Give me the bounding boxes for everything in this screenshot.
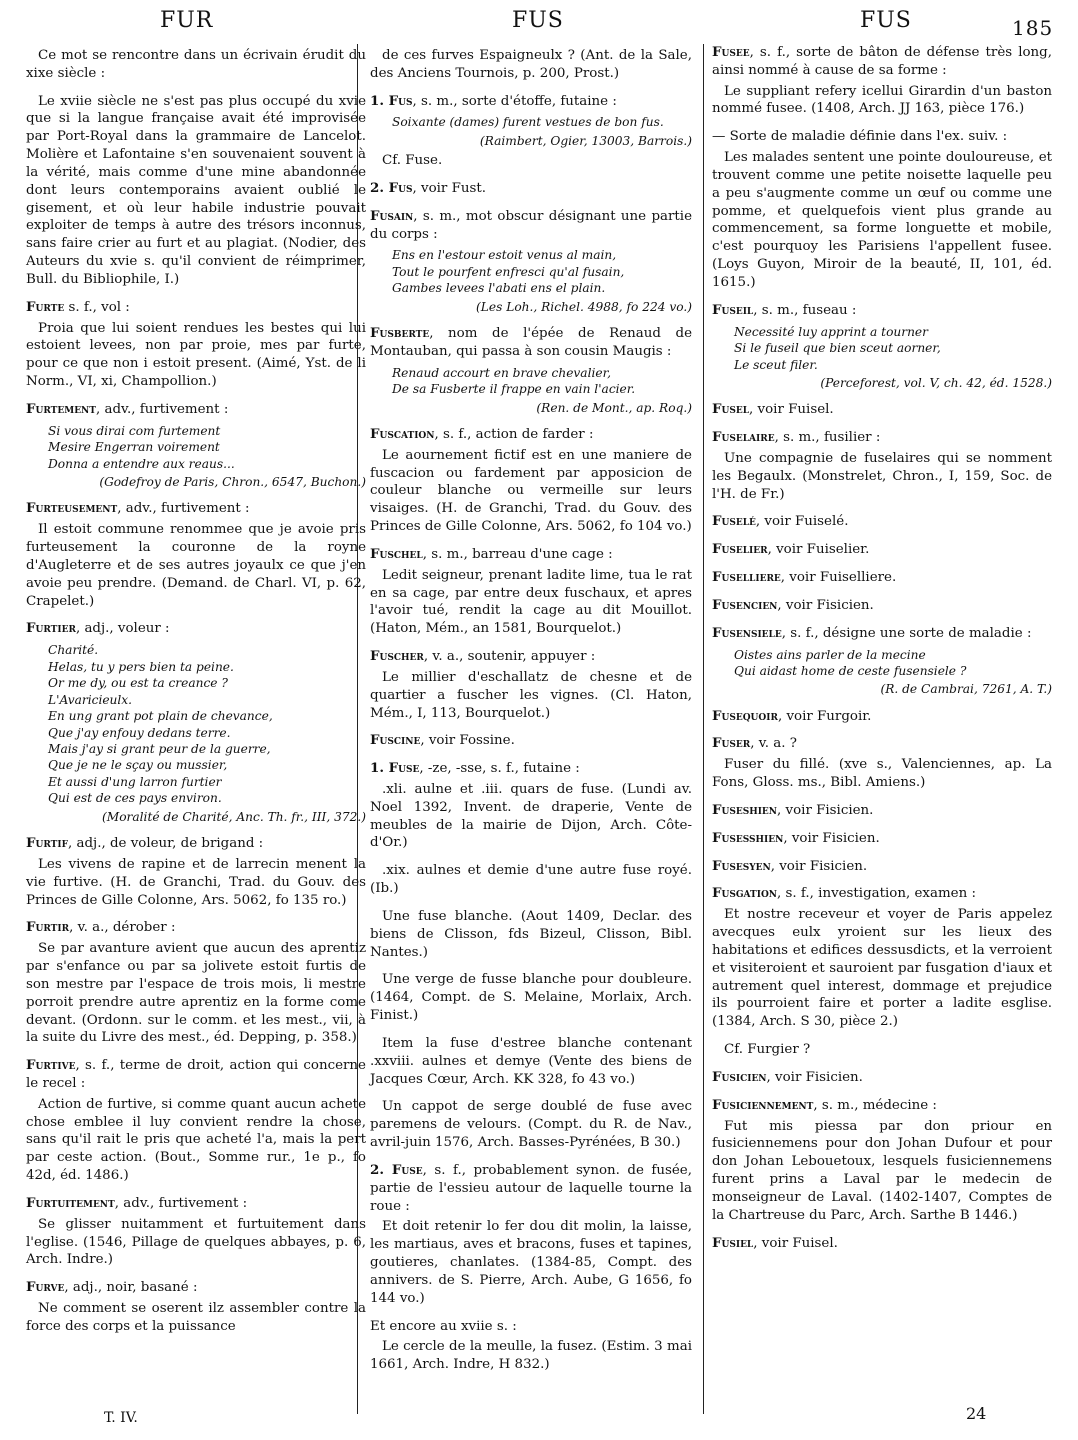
headword: 2. Fus	[370, 180, 413, 196]
citation-text: Proia que lui soient rendues les bestes qui lui estoient levees, non par proie, mes par furte, pour ce que non i estoit present. (Aimé, Yst. de li Norm., VI, xi, Champollion.)	[26, 320, 366, 390]
source-reference: (Ren. de Mont., ap. Roq.)	[536, 400, 692, 415]
dictionary-entry	[370, 1318, 692, 1374]
definition: , adv., furtivement :	[114, 1195, 248, 1211]
dictionary-entry	[370, 760, 692, 852]
dictionary-entry	[712, 513, 1052, 531]
entry-heading	[712, 1069, 1052, 1087]
headword: Fuselier	[712, 541, 768, 558]
definition: , s. m., barreau d'une cage :	[422, 546, 613, 562]
headword: Fusequoir	[712, 707, 778, 724]
definition: , voir Fisicien.	[770, 858, 868, 874]
entry-heading	[26, 620, 366, 638]
entry-heading	[26, 500, 366, 518]
headword: Furte	[26, 298, 65, 315]
citation-text: Une fuse blanche. (Aout 1409, Declar. des biens de Clisson, fds Bizeul, Clisson, Bibl. Nantes.)	[370, 908, 692, 960]
definition: , voir Fuisel.	[749, 402, 834, 418]
headword: Furtement	[26, 400, 96, 417]
citation-text: Une verge de fusse blanche pour doubleure. (1464, Compt. de S. Melaine, Morlaix, Arch. Finist.)	[370, 972, 692, 1024]
entry-heading	[712, 513, 1052, 531]
headword: Fusiciennement	[712, 1096, 814, 1113]
headword: Fusee	[712, 44, 750, 60]
headword: Fusiel	[712, 1234, 754, 1251]
verse-quotation: Charité. Helas, tu y pers bien ta peine. Or me dy, ou est ta creance ? L'Avaricieulx. En ung grant pot plain de chevance, Que j'ay enfouy dedans terre. Mais j'ay si grant peur de la guerre, Que je ne le sçay ou mussier, Et aussi d'ung larron furtier Qui est de ces pays environ.	[48, 643, 273, 806]
definition: , s. f., probablement synon. de fusée, partie de l'essieu autour de laquelle tourne la roue :	[370, 1162, 692, 1214]
headword: Furtuitement	[26, 1194, 115, 1211]
dictionary-entry	[712, 1235, 1052, 1253]
headword: Fuselé	[712, 513, 756, 530]
definition: , voir Fisicien.	[766, 1069, 863, 1085]
running-header-left: FUR	[160, 8, 214, 33]
entry-heading	[712, 1235, 1052, 1253]
definition: , s. m., fusilier :	[774, 430, 881, 446]
citation-text: .xix. aulnes et demie d'une autre fuse royé. (Ib.)	[370, 863, 692, 897]
citation-text: Ne comment se oserent ilz assembler contre la force des corps et la puissance	[26, 1301, 366, 1334]
headword: Fuseil	[712, 301, 754, 318]
definition: , s. m., sorte d'étoffe, futaine :	[412, 93, 617, 109]
citation-text: Le aournement fictif est en une maniere de fuscacion ou fardement par apposicion de couleur blanche ou vermeille sur leurs visaiges. (H. de Granchi, Trad. du Gouv. des Princes de Gille Colonne, Ars. 5062, fo 104 vo.)	[370, 447, 692, 535]
citation-text: Fut mis piessa par don priour en fusiciennemens pour don Johan Dufour et pour don Johan Lebouetoux, lesquels fusiciennemens furent prins a Laval par le medecin de monseigneur de Laval. (1402-1407, Comptes de la Chartreuse du Parc, Arch. Sarthe B 1446.)	[712, 1118, 1052, 1223]
citation-text: Le xviie siècle ne s'est pas plus occupé du xvie que si la langue française avait été improvisée par Port-Royal dans la grammaire de Lancelot. Molière et Lafontaine s'en souvenaient souvent à la vérité, mais comme d'une mine abandonnée dont leurs contemporains avaient oublié le gisement, et où leur habile industrie pouvait exploiter de temps à autre des trésors inconnus, sans faire crier au furt et au plagiat. (Nodier, des Auteurs du xvie s. qu'il convient de réimprimer, Bull. du Bibliophile, I.)	[26, 93, 366, 287]
source-reference: (Perceforest, vol. V, ch. 42, éd. 1528.)	[820, 376, 1052, 390]
definition: , adj., noir, basané :	[64, 1280, 198, 1296]
dictionary-entry	[370, 325, 692, 416]
headword: Fusgation	[712, 885, 778, 902]
definition: , adj., voleur :	[75, 621, 170, 637]
entry-heading	[370, 325, 692, 361]
definition: , voir Fuiselliere.	[780, 570, 897, 586]
dictionary-entry	[712, 625, 1052, 698]
column-3	[712, 44, 1052, 1262]
dictionary-entry	[712, 401, 1052, 419]
dictionary-entry	[712, 708, 1052, 726]
definition: , adv., furtivement :	[117, 501, 250, 517]
running-header-middle: FUS	[512, 8, 564, 33]
entry-heading	[712, 802, 1052, 820]
entry-heading	[26, 1057, 366, 1093]
dictionary-entry	[370, 1162, 692, 1308]
definition: , s. m., fuseau :	[753, 302, 857, 318]
entry-heading	[712, 597, 1052, 615]
entry-heading	[26, 835, 366, 853]
dictionary-entry	[370, 862, 692, 898]
entry-heading	[26, 919, 366, 937]
definition: , s. f., sorte de bâton de défense très long, ainsi nommé à cause de sa forme :	[712, 45, 1052, 78]
verse-quotation: Ens en l'estour estoit venus al main, Tout le pourfent enfresci qu'al fusain, Gambes levees l'abati ens el plain.	[392, 248, 625, 296]
dictionary-entry	[26, 835, 366, 909]
entry-heading	[370, 546, 692, 564]
dictionary-entry	[26, 299, 366, 391]
citation-text: Se par avanture avient que aucun des aprentiz par s'enfance ou par sa jolivete estoit furtis de son mestre par l'espace de trois mois, li mestre porroit prendre autre aprentiz en la forme come devant. (Ordonn. sur le comm. et les mest., vii, à la suite du Livre des mest., éd. Depping, p. 358.)	[26, 941, 366, 1046]
entry-heading	[712, 541, 1052, 559]
dictionary-entry	[26, 401, 366, 490]
definition: , voir Fuiselé.	[755, 514, 849, 530]
citation-text: Il estoit commune renommee que je avoie pris furteusement la couronne de la royne d'Augleterre et de ses autres joyaulx ce que j'en avoie peu prendre. (Demand. de Charl. VI, p. 62, Crapelet.)	[26, 522, 366, 609]
definition: , nom de l'épée de Renaud de Montauban, qui passa à son cousin Maugis :	[370, 326, 692, 359]
entry-heading	[712, 401, 1052, 419]
citation-text: Et doit retenir lo fer dou dit molin, la laisse, les martiaus, aves et bracons, fuses et tapines, goutieres, chanlates. (1384-85, Compt. des annivers. de S. Pierre, Arch. Aube, G 1656, fo 144 vo.)	[370, 1219, 692, 1306]
citation-text: Cf. Furgier ?	[724, 1042, 811, 1058]
dictionary-entry	[712, 302, 1052, 391]
entry-heading	[712, 830, 1052, 848]
dictionary-entry	[370, 47, 692, 83]
headword: Fuser	[712, 735, 751, 752]
definition: , v. a. ?	[750, 736, 797, 752]
dictionary-entry	[370, 971, 692, 1024]
dictionary-entry	[370, 208, 692, 315]
source-reference: (Raimbert, Ogier, 13003, Barrois.)	[479, 133, 692, 148]
dictionary-entry	[370, 732, 692, 750]
definition: , -ze, -sse, s. f., futaine :	[419, 761, 580, 777]
column-2	[370, 44, 692, 1384]
definition: , voir Fust.	[412, 181, 487, 196]
dictionary-entry	[712, 858, 1052, 876]
headword: 1. Fuse	[370, 760, 420, 777]
verse-quotation: Oistes ains parler de la mecine Qui aidast home de ceste fusensiele ?	[734, 647, 967, 678]
dictionary-entry	[26, 93, 366, 289]
dictionary-entry	[712, 128, 1052, 291]
definition: , adj., de voleur, de brigand :	[67, 836, 264, 852]
source-reference: (Les Loh., Richel. 4988, fo 224 vo.)	[476, 299, 692, 314]
entry-heading	[26, 1195, 366, 1213]
entry-heading	[712, 625, 1052, 643]
definition: , voir Fossine.	[420, 733, 515, 749]
citation-text: Se glisser nuitamment et furtuitement dans l'eglise. (1546, Pillage de quelques abbayes, p. 6, Arch. Indre.)	[26, 1216, 366, 1268]
citation-text: Action de furtive, si comme quant aucun achete chose emblee il luy convient rendre la chose, sans qu'il rait le pris que acheté l'a, mais la pert par ceste action. (Bout., Somme rur., 1e p., fo 42d, éd. 1486.)	[26, 1096, 366, 1184]
column-rule-2	[703, 44, 704, 1414]
definition: , v. a., soutenir, appuyer :	[423, 649, 596, 665]
dictionary-entry	[712, 802, 1052, 820]
footer-volume: T. IV.	[104, 1410, 138, 1426]
entry-heading	[370, 1162, 692, 1215]
citation-text: Le cercle de la meulle, la fusez. (Estim. 3 mai 1661, Arch. Indre, H 832.)	[370, 1339, 692, 1373]
citation-text: Et nostre receveur et voyer de Paris appelez avecques eulx yroient sur les lieux des habitations et edifices dessusdicts, et la verroient et visiteroient et sauroient par fusgation d'iaux et autrement quel interest, dommage et prejudice ils pourroient faire et porter a ladite esglise. (1384, Arch. S 30, pièce 2.)	[712, 907, 1052, 1030]
headword: Fuselaire	[712, 429, 775, 446]
headword: Fusain	[370, 207, 414, 224]
running-header-right: FUS	[860, 8, 912, 33]
entry-heading	[712, 44, 1052, 80]
headword: Furve	[26, 1279, 65, 1296]
headword: Fusel	[712, 401, 750, 418]
dictionary-entry	[26, 620, 366, 825]
dictionary-entry	[712, 429, 1052, 503]
entry-heading	[370, 648, 692, 666]
citation-text: Le millier d'eschallatz de chesne et de quartier a fuscher les vignes. (Cl. Haton, Mém., I, 113, Bourquelot.)	[370, 669, 692, 721]
citation-text: Cf. Fuse.	[382, 153, 443, 169]
headword: Furtier	[26, 620, 76, 637]
headword: Fusencien	[712, 596, 778, 613]
headword: 2. Fuse	[370, 1161, 423, 1178]
citation-text: Item la fuse d'estree blanche contenant .xxviii. aulnes et demye (Vente des biens de Jacques Cœur, Arch. KK 328, fo 43 vo.)	[370, 1035, 692, 1087]
entry-heading	[712, 708, 1052, 726]
dictionary-entry	[26, 47, 366, 83]
dictionary-entry	[712, 735, 1052, 791]
dictionary-entry	[370, 546, 692, 638]
definition: , s. f., terme de droit, action qui concerne le recel :	[26, 1058, 366, 1091]
source-reference: (R. de Cambrai, 7261, A. T.)	[880, 682, 1052, 697]
definition: , s. f., investigation, examen :	[777, 886, 976, 902]
dictionary-entry	[712, 569, 1052, 587]
definition: , s. m., mot obscur désignant une partie du corps :	[370, 208, 692, 242]
page-number: 185	[1012, 16, 1054, 40]
definition: , voir Fisicien.	[783, 830, 880, 846]
entry-heading	[26, 1279, 366, 1297]
citation-text: Les vivens de rapine et de larrecin menent la vie furtive. (H. de Granchi, Trad. du Gouv. des Princes de Gille Colonne, Ars. 5062, fo 135 ro.)	[26, 856, 366, 908]
dictionary-entry	[370, 180, 692, 198]
dictionary-entry	[26, 1057, 366, 1185]
citation-text: Une compagnie de fuselaires qui se nomment les Begaulx. (Monstrelet, Chron., I, 159, Soc. de l'H. de Fr.)	[712, 450, 1052, 502]
dictionary-entry	[370, 908, 692, 961]
entry-heading	[712, 858, 1052, 876]
dictionary-entry	[712, 1041, 1052, 1059]
definition: — Sorte de maladie définie dans l'ex. suiv. :	[712, 129, 1008, 145]
headword: Fusberte	[370, 325, 430, 342]
entry-heading	[712, 429, 1052, 447]
entry-heading	[370, 93, 692, 111]
headword: Furtive	[26, 1057, 76, 1074]
footer-signature: 24	[966, 1404, 987, 1423]
entry-heading	[370, 180, 692, 198]
definition: s. f., vol :	[64, 299, 130, 315]
headword: Furteusement	[26, 500, 118, 517]
headword: Fusesshien	[712, 829, 784, 846]
verse-quotation: Necessité luy apprint a tourner Si le fuseil que bien sceut aorner, Le sceut filer.	[734, 324, 941, 372]
entry-heading	[712, 128, 1052, 146]
headword: Fusensiele	[712, 624, 782, 641]
verse-quotation: Renaud accourt en brave chevalier, De sa Fusberte il frappe en vain l'acier.	[392, 365, 636, 397]
headword: Fusesyen	[712, 857, 771, 874]
entry-heading	[370, 208, 692, 244]
entry-heading	[370, 732, 692, 750]
definition: , s. f., désigne une sorte de maladie :	[781, 625, 1032, 641]
verse-quotation: Soixante (dames) furent vestues de bon fus.	[392, 115, 664, 130]
headword: Fuschel	[370, 545, 423, 562]
definition: , voir Fuiselier.	[767, 542, 870, 558]
citation-text: de ces furves Espaigneulx ? (Ant. de la Sale, des Anciens Tournois, p. 200, Prost.)	[370, 48, 692, 81]
definition: , voir Fisicien.	[777, 597, 874, 613]
definition: Et encore au xviie s. :	[370, 1318, 517, 1334]
definition: , s. m., médecine :	[813, 1097, 937, 1113]
citation-text: Un cappot de serge doublé de fuse avec paremens de velours. (Compt. du R. de Nav., avril-juin 1576, Arch. Basses-Pyrénées, B 30.)	[370, 1099, 692, 1151]
headword: Furtif	[26, 835, 68, 852]
citation-text: Le suppliant refery icellui Girardin d'un baston nommé fusee. (1408, Arch. JJ 163, pièce 176.)	[712, 83, 1052, 117]
entry-heading	[712, 569, 1052, 587]
entry-heading	[370, 1318, 692, 1336]
headword: Fuseshien	[712, 801, 778, 818]
dictionary-entry	[370, 426, 692, 536]
headword: Fuscher	[370, 648, 424, 665]
entry-heading	[712, 735, 1052, 753]
dictionary-entry	[712, 597, 1052, 615]
citation-text: Les malades sentent une pointe douloureuse, et trouvent comme une petite noisette laquelle peu a peu s'augmente comme un œuf ou comme une pomme, et quelquefois vient plus grande au commencement, sa forme longuette et mobile, c'est pourquoy les Parisiens l'appellent fusee. (Loys Guyon, Miroir de la beauté, II, 101, éd. 1615.)	[712, 150, 1052, 290]
entry-heading	[712, 302, 1052, 320]
headword: Furtir	[26, 919, 70, 936]
headword: 1. Fus	[370, 92, 413, 109]
entry-heading	[370, 426, 692, 444]
entry-heading	[26, 299, 366, 317]
dictionary-entry	[370, 648, 692, 722]
dictionary-entry	[370, 1098, 692, 1151]
headword: Fuscine	[370, 732, 421, 749]
definition: , voir Furgoir.	[777, 708, 872, 724]
citation-text: Ce mot se rencontre dans un écrivain érudit du xixe siècle :	[26, 48, 366, 81]
headword: Fusicien	[712, 1068, 767, 1085]
entry-heading	[712, 1097, 1052, 1115]
definition: , voir Fuisel.	[753, 1235, 838, 1251]
dictionary-entry	[370, 1035, 692, 1088]
citation-text: Ledit seigneur, prenant ladite lime, tua le rat en sa cage, par entre deux fuschaux, et apres l'avoir tué, rendit la cage au dit Mouillot. (Haton, Mém., an 1581, Bourquelot.)	[370, 567, 692, 637]
dictionary-entry	[712, 44, 1052, 118]
dictionary-entry	[26, 1279, 366, 1335]
definition: , adv., furtivement :	[95, 401, 229, 417]
dictionary-entry	[26, 500, 366, 610]
definition: , v. a., dérober :	[69, 920, 176, 936]
dictionary-entry	[370, 93, 692, 170]
entry-heading	[26, 401, 366, 419]
entry-heading	[712, 885, 1052, 903]
source-reference: (Moralité de Charité, Anc. Th. fr., III, 372.)	[101, 809, 366, 824]
definition: , voir Fisicien.	[777, 802, 874, 818]
verse-quotation: Si vous dirai com furtement Mesire Engerran voirement Donna a entendre aux reaus...	[48, 423, 235, 471]
column-1	[26, 44, 366, 1346]
dictionary-entry	[712, 541, 1052, 559]
headword: Fuscation	[370, 425, 435, 442]
dictionary-entry	[26, 1195, 366, 1269]
dictionary-entry	[712, 1097, 1052, 1225]
headword: Fuselliere	[712, 569, 781, 586]
entry-heading	[370, 760, 692, 778]
dictionary-entry	[26, 919, 366, 1047]
dictionary-entry	[712, 885, 1052, 1031]
dictionary-entry	[712, 1069, 1052, 1087]
source-reference: (Godefroy de Paris, Chron., 6547, Buchon.)	[99, 475, 366, 490]
citation-text: .xli. aulne et .iii. quars de fuse. (Lundi av. Noel 1392, Invent. de draperie, Vente de meubles de la mairie de Dijon, Arch. Côte-d'Or.)	[370, 782, 692, 851]
definition: , s. f., action de farder :	[434, 426, 594, 442]
citation-text: Fuser du fillé. (xve s., Valenciennes, ap. La Fons, Gloss. ms., Bibl. Amiens.)	[712, 757, 1052, 791]
dictionary-entry	[712, 830, 1052, 848]
